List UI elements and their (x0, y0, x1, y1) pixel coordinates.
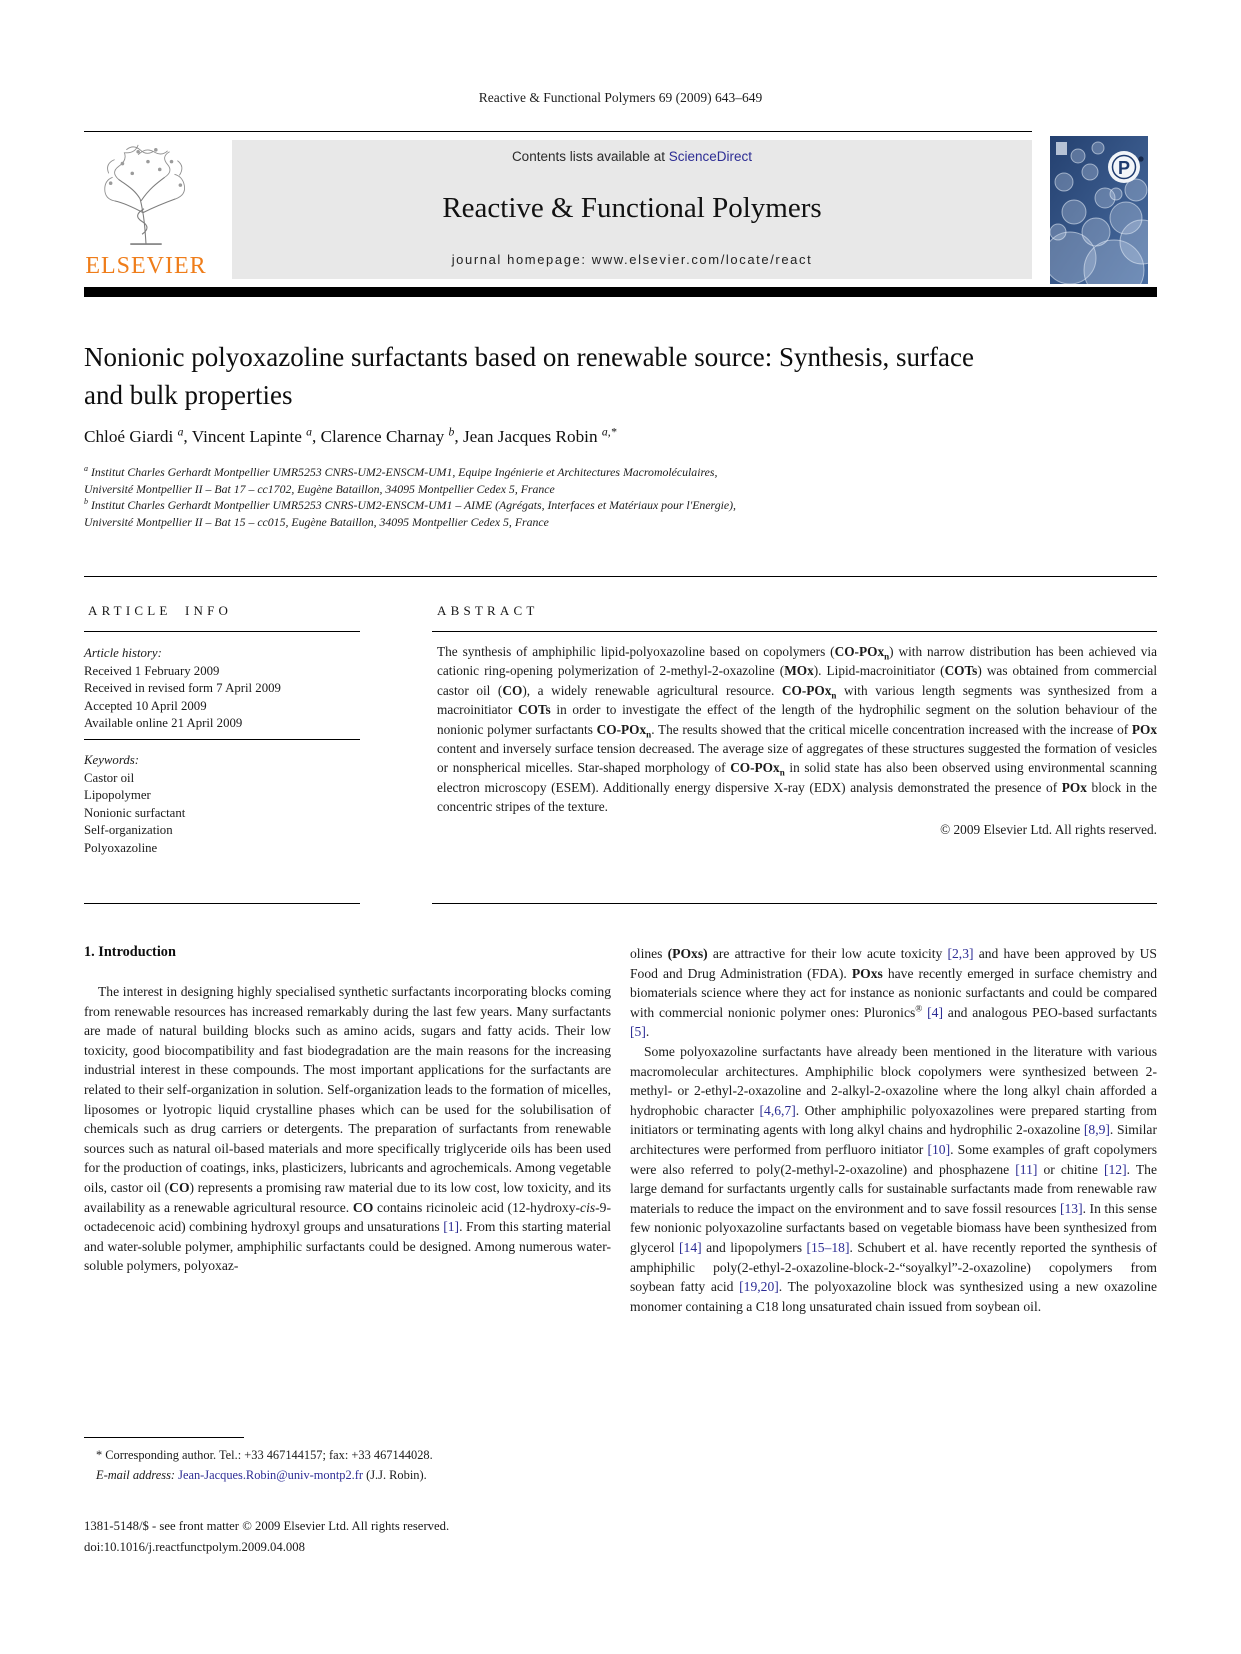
history-label: Article history: (84, 646, 162, 660)
affiliations (84, 464, 1157, 530)
affiliation-line: Université Montpellier II – Bat 15 – cc015, Eugène Bataillon, 34095 Montpellier Cedex 5, France (84, 514, 549, 529)
keywords-top-rule (84, 739, 360, 740)
keyword-item: Polyoxazoline (84, 840, 158, 855)
keyword-item: Nonionic surfactant (84, 805, 186, 820)
header-top-rule (84, 131, 1032, 132)
cover-art (1050, 136, 1148, 284)
history-item: Received 1 February 2009 (84, 663, 220, 678)
info-bottom-rule (84, 903, 360, 904)
elsevier-wordmark: ELSEVIER (85, 253, 207, 279)
cover-mini-emblem (1056, 142, 1067, 155)
citation-ref-link[interactable]: [10] (927, 1141, 951, 1157)
contents-line (512, 149, 752, 164)
keyword-item: Castor oil (84, 770, 135, 785)
citation-ref-link[interactable]: [15–18] (806, 1239, 850, 1255)
article-history-block (84, 645, 374, 733)
keywords-label: Keywords: (84, 753, 139, 767)
affiliation-line: Université Montpellier II – Bat 17 – cc1702, Eugène Bataillon, 34095 Montpellier Cedex 5, France (84, 481, 555, 496)
citation-ref-link[interactable]: [11] (1015, 1161, 1038, 1177)
header-divider-bar (84, 287, 1157, 297)
affiliation-line: $^a$ Institut Charles Gerhardt Montpellier UMR5253 CNRS-UM2-ENSCM-UM1, Equipe Ingénierie et Architectures Macromoléculaires, (84, 464, 718, 479)
citation-ref-link[interactable]: [1] (443, 1219, 460, 1235)
citation-ref-link[interactable]: [19,20] (739, 1279, 779, 1295)
history-item: Available online 21 April 2009 (84, 716, 243, 731)
citation-ref-link[interactable]: [5] (630, 1024, 646, 1040)
citation-ref-link[interactable]: [12] (1103, 1161, 1127, 1177)
journal-cover-thumbnail (1050, 136, 1148, 284)
article-info-head-rule (84, 631, 360, 632)
elsevier-logo (84, 140, 208, 280)
keyword-item: Self-organization (84, 823, 173, 838)
issn-line: 1381-5148/$ - see front matter © 2009 Elsevier Ltd. All rights reserved. (84, 1519, 450, 1533)
journal-homepage-link[interactable]: journal homepage: www.elsevier.com/locate/react (451, 252, 813, 267)
affiliation-line: $^b$ Institut Charles Gerhardt Montpellier UMR5253 CNRS-UM2-ENSCM-UM1 – AIME (Agrégats, Interfaces et Matériaux pour l'Energie), (84, 497, 736, 513)
abstract-bottom-rule (432, 903, 1157, 904)
running-head-citation: Reactive & Functional Polymers 69 (2009) 643–649 (478, 90, 763, 105)
body-column-left (84, 982, 611, 1276)
sciencedirect-link[interactable]: ScienceDirect (668, 149, 753, 164)
citation-ref-link[interactable]: [4,6,7] (759, 1102, 796, 1118)
inline-link[interactable]: Jean-Jacques.Robin@univ-montp2.fr (178, 1467, 363, 1482)
svg-text:P: P (1117, 158, 1131, 178)
body-paragraph: olines (POxs) are attractive for their low acute toxicity [2,3] and have been approved by US Food and Drug Administration (FDA). POxs have recently emerged in surface chemistry and biomaterials science where they act for instance as nonionic surfactants and could be compared with commercial nonionic polymer ones: Pluronics® [4] and analogous PEO-based surfactants [5]. (630, 946, 1157, 1040)
article-info-heading: ARTICLE INFO (88, 603, 233, 618)
corresponding-author-footnote (96, 1446, 616, 1486)
keywords-block (84, 752, 374, 858)
body-column-right (630, 944, 1157, 1316)
elsevier-tree-icon (87, 140, 205, 248)
citation-ref-link[interactable]: [4] (927, 1004, 943, 1020)
contents-prefix: Contents lists available at (511, 149, 669, 164)
section-heading-introduction: 1. Introduction (84, 944, 176, 960)
keyword-item: Lipopolymer (84, 788, 151, 803)
abstract-body (437, 642, 1157, 839)
body-paragraph: Some polyoxazoline surfactants have already been mentioned in the literature with various macromolecular architectures. Amphiphilic block copolymers were synthesized between 2-methyl- or 2-ethyl-2-oxazoline and 2-alkyl-2-oxazoline where the long alkyl chain afforded a hydrophobic character [4,6,7]. Other amphiphilic polyoxazolines were prepared starting from initiators or terminating agents with long alkyl chains and hydrophilic 2-oxazoline [8,9]. Similar architectures were performed from perfluoro initiator [10]. Some examples of graft copolymers were also referred to poly(2-methyl-2-oxazoline) and phosphazene [11] or chitine [12]. The large demand for surfactants urgently calls for sustainable surfactants made from renewable raw materials to reduce the impact on the environment and to save fossil resources [13]. In this sense few nonionic polyoxazoline surfactants based on vegetable biomass have been synthesized from glycerol [14] and lipopolymers [15–18]. Schubert et al. have recently reported the synthesis of amphiphilic poly(2-ethyl-2-oxazoline-block-2-“soyalkyl”-2-oxazoline) copolymers from soybean fatty acid [19,20]. The polyoxazoline block was synthesized using a new oxazoline monomer containing a C18 long unsaturated chain issued from soybean oil. (630, 1043, 1158, 1314)
abstract-paragraph: The synthesis of amphiphilic lipid-polyoxazoline based on copolymers (CO-POx$_n$) with narrow distribution has been achieved via cationic ring-opening polymerization of 2-methyl-2-oxazoline (MOx). Lipid-macroinitiator (COTs) was obtained from commercial castor oil (CO), a widely renewable agricultural resource. CO-POx$_n$ with various length segments was synthesized from a macroinitiator COTs in order to investigate the effect of the length of the hydrophilic segment on the solution behaviour of the nonionic polymer surfactants CO-POx$_n$. The results showed that the critical micelle concentration increased with the increase of POx content and inversely surface tension decreased. The average size of aggregates of these structures suggested the formation of vesicles or nonspherical micelles. Star-shaped morphology of CO-POx$_n$ in solid state has also been observed using environmental scanning electron microscopy (ESEM). Additionally energy dispersive X-ray (EDX) analysis demonstrated the presence of POx block in the concentric stripes of the texture. (437, 644, 1158, 815)
doi-line: doi:10.1016/j.reactfunctpolym.2009.04.008 (84, 1539, 305, 1554)
citation-ref-link[interactable]: [14] (679, 1239, 702, 1255)
journal-title: Reactive & Functional Polymers (442, 191, 822, 224)
abstract-heading: ABSTRACT (437, 603, 539, 618)
footnote-line: * Corresponding author. Tel.: +33 467144157; fax: +33 467144028. (96, 1448, 433, 1462)
footnote-rule (84, 1437, 244, 1438)
author-list: Chloé Giardi $^a$, Vincent Lapinte $^a$, Clarence Charnay $^b$, Jean Jacques Robin $^{a,*}$ (84, 425, 617, 446)
history-item: Received in revised form 7 April 2009 (84, 681, 281, 696)
abstract-head-rule (432, 631, 1157, 632)
abstract-copyright: © 2009 Elsevier Ltd. All rights reserved. (940, 821, 1157, 837)
page-title: Nonionic polyoxazoline surfactants based on renewable source: Synthesis, surface and bulk properties (84, 342, 974, 410)
affiliation-bottom-rule (84, 576, 1157, 577)
citation-ref-link[interactable]: [2,3] (947, 946, 974, 961)
citation-ref-link[interactable]: [13] (1059, 1200, 1083, 1216)
journal-header-box (232, 140, 1032, 279)
footnote-line: E-mail address: Jean-Jacques.Robin@univ-montp2.fr (J.J. Robin). (96, 1467, 427, 1482)
history-item: Accepted 10 April 2009 (84, 698, 207, 713)
citation-ref-link[interactable]: [8,9] (1083, 1122, 1110, 1138)
body-paragraph: The interest in designing highly specialised synthetic surfactants incorporating blocks coming from renewable resources has increased remarkably during the last few years. Many surfactants are made of natural building blocks such as amino acids, sugars and fatty acids. Their low toxicity, good biocompatibility and fast biodegradation are the main reasons for the increasing industrial interest in these compounds. The most important applications for the surfactants are related to their self-organization in solution. Self-organization leads to the formation of micelles, liposomes or lyotropic liquid crystalline phases which can be used for the solubilisation of chemicals such as drug carriers or detergents. The preparation of surfactants from renewable sources such as natural oil-based materials and more specifically triglyceride oils has been used for the production of coatings, inks, plasticizers, lubricants and agrochemicals. Among vegetable oils, castor oil (CO) represents a promising raw material due to its low cost, low toxicity, and its availability as a renewable agricultural resource. CO contains ricinoleic acid (12-hydroxy-cis-9-octadecenoic acid) combining hydroxyl groups and unsaturations [1]. From this starting material and water-soluble polymer, amphiphilic surfactants could be designed. Among numerous water-soluble polymers, polyoxaz- (84, 984, 611, 1274)
page-footer (84, 1516, 684, 1557)
